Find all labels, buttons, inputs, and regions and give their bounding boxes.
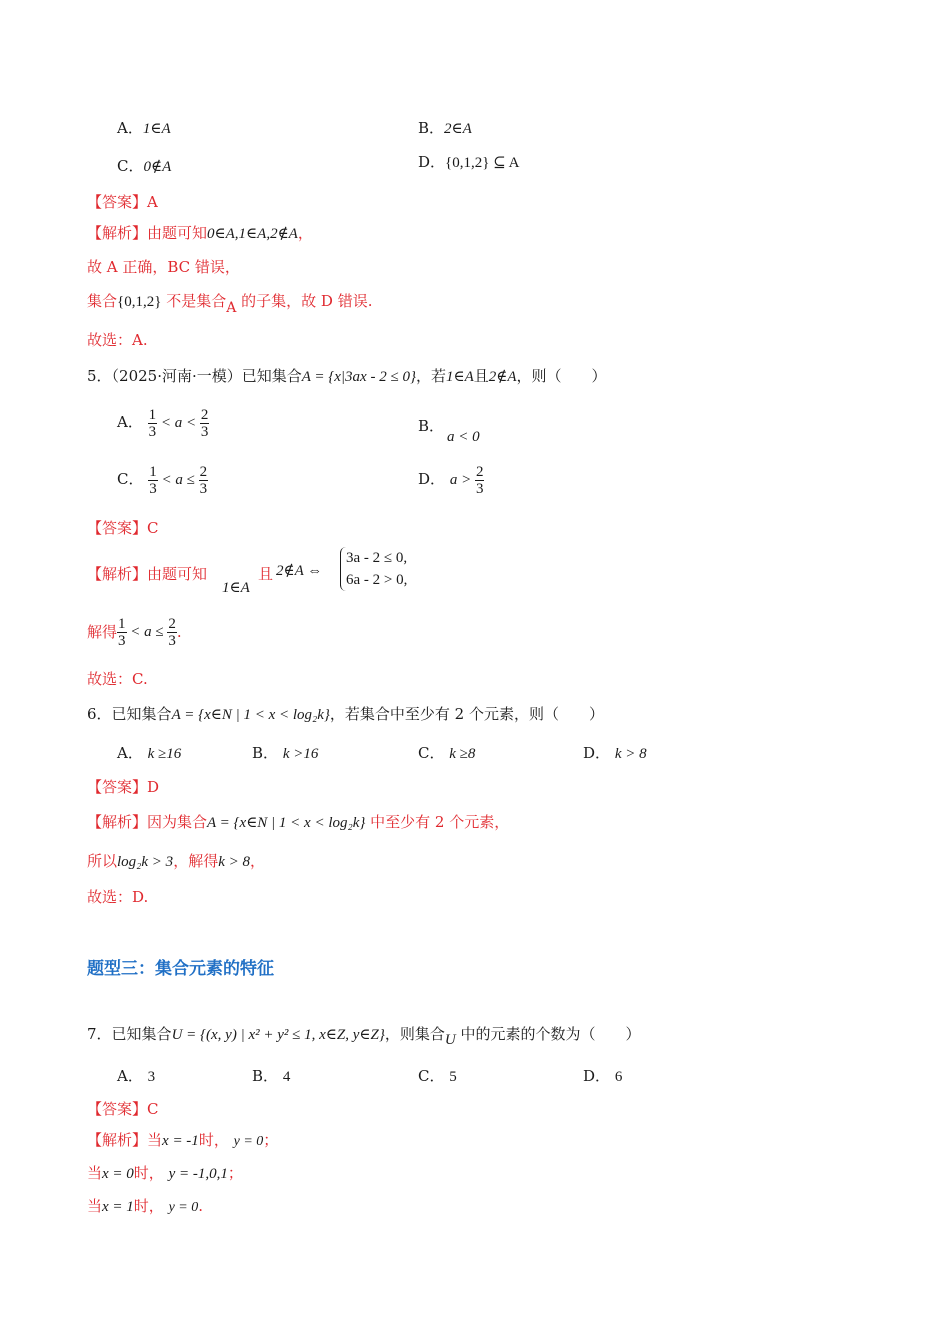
q6-option-b: B． k >16 xyxy=(252,744,319,762)
fraction: $\frac{2}{3}$ xyxy=(475,463,484,497)
q4-option-c: C．0∉A xyxy=(117,157,172,175)
q6-analysis-line2: 所以log₂k > 3，解得k > 8， xyxy=(87,852,265,870)
q6-option-a: A． k ≥16 xyxy=(117,744,182,762)
q7-analysis-line1: 【解析】当x = -1时， y = 0； xyxy=(87,1131,279,1149)
q7-option-c: C． 5 xyxy=(418,1067,457,1085)
fraction: $\frac{2}{3}$ xyxy=(168,615,176,649)
q4-option-a: A．1∈A xyxy=(117,119,171,137)
q4-choose: 故选：A. xyxy=(87,331,148,349)
q5-answer: 【答案】C xyxy=(87,519,159,537)
q6-option-d: D． k > 8 xyxy=(583,744,647,762)
q4-option-d: D．{0,1,2} ⊆ A xyxy=(418,153,520,171)
q4-option-b: B．2∈A xyxy=(418,119,472,137)
q4-analysis-line3: 集合{0,1,2} 不是集合A 的子集，故 D 错误. xyxy=(87,292,373,316)
q5-choose: 故选：C. xyxy=(87,670,148,688)
q6-option-c: C． k ≥8 xyxy=(418,744,476,762)
q4-analysis-line1: 【解析】由题可知0∈A,1∈A,2∉A， xyxy=(87,224,313,242)
q6-answer: 【答案】D xyxy=(87,778,160,796)
q5-analysis-and: 且 xyxy=(258,565,274,583)
q4-answer: 【答案】A xyxy=(87,193,158,211)
q7-stem: 7．已知集合U = {(x, y) | x² + y² ≤ 1, x∈Z, y∈Z}，则集合U 中的元素的个数为（ ） xyxy=(87,1025,641,1048)
q7-analysis-line2: 当x = 0时， y = -1,0,1； xyxy=(87,1164,243,1182)
fraction: $\frac{2}{3}$ xyxy=(200,406,209,440)
q5-option-b: a < 0 xyxy=(447,429,480,445)
q7-option-d: D． 6 xyxy=(583,1067,623,1085)
q5-stem: 5．（2025·河南·一模）已知集合A = {x|3ax - 2 ≤ 0}，若1∈A且2∉A，则（ ） xyxy=(87,367,607,385)
q5-analysis-cond1: 1∈A xyxy=(222,580,250,596)
q7-option-b: B． 4 xyxy=(252,1067,291,1085)
q6-analysis-line1: 【解析】因为集合A = {x∈N | 1 < x < log₂k} 中至少有 2 个元素， xyxy=(87,813,510,831)
q6-stem: 6．已知集合A = {x∈N | 1 < x < log₂k}，若集合中至少有 2 个元素，则（ ） xyxy=(87,705,604,723)
q7-option-a: A． 3 xyxy=(117,1067,156,1085)
q7-answer: 【答案】C xyxy=(87,1100,159,1118)
q5-option-d: D． a > $\frac{2}{3}$ xyxy=(418,463,484,497)
fraction: $\frac{1}{3}$ xyxy=(149,463,157,497)
q6-choose: 故选：D. xyxy=(87,888,149,906)
q5-option-b-label: B． xyxy=(418,417,445,435)
q5-solve: 解得 $\frac{1}{3}$ < a ≤ $\frac{2}{3}$ . xyxy=(87,615,182,649)
fraction: $\frac{1}{3}$ xyxy=(148,406,157,440)
q5-analysis-system: 3a - 2 ≤ 0, 6a - 2 > 0, xyxy=(340,547,407,591)
q5-analysis-cond2: 2∉A ⇔ xyxy=(276,563,323,579)
q5-analysis-label: 【解析】由题可知 xyxy=(87,565,208,583)
q5-option-c: C． $\frac{1}{3}$ < a ≤ $\frac{2}{3}$ xyxy=(117,463,208,497)
q4-analysis-line2: 故 A 正确，BC 错误， xyxy=(87,258,240,276)
q7-analysis-line3: 当x = 1时， y = 0. xyxy=(87,1197,204,1215)
section-title: 题型三：集合元素的特征 xyxy=(87,959,274,979)
fraction: $\frac{2}{3}$ xyxy=(199,463,208,497)
q5-option-a: A． $\frac{1}{3}$ < a < $\frac{2}{3}$ xyxy=(117,406,209,440)
fraction: $\frac{1}{3}$ xyxy=(118,615,126,649)
